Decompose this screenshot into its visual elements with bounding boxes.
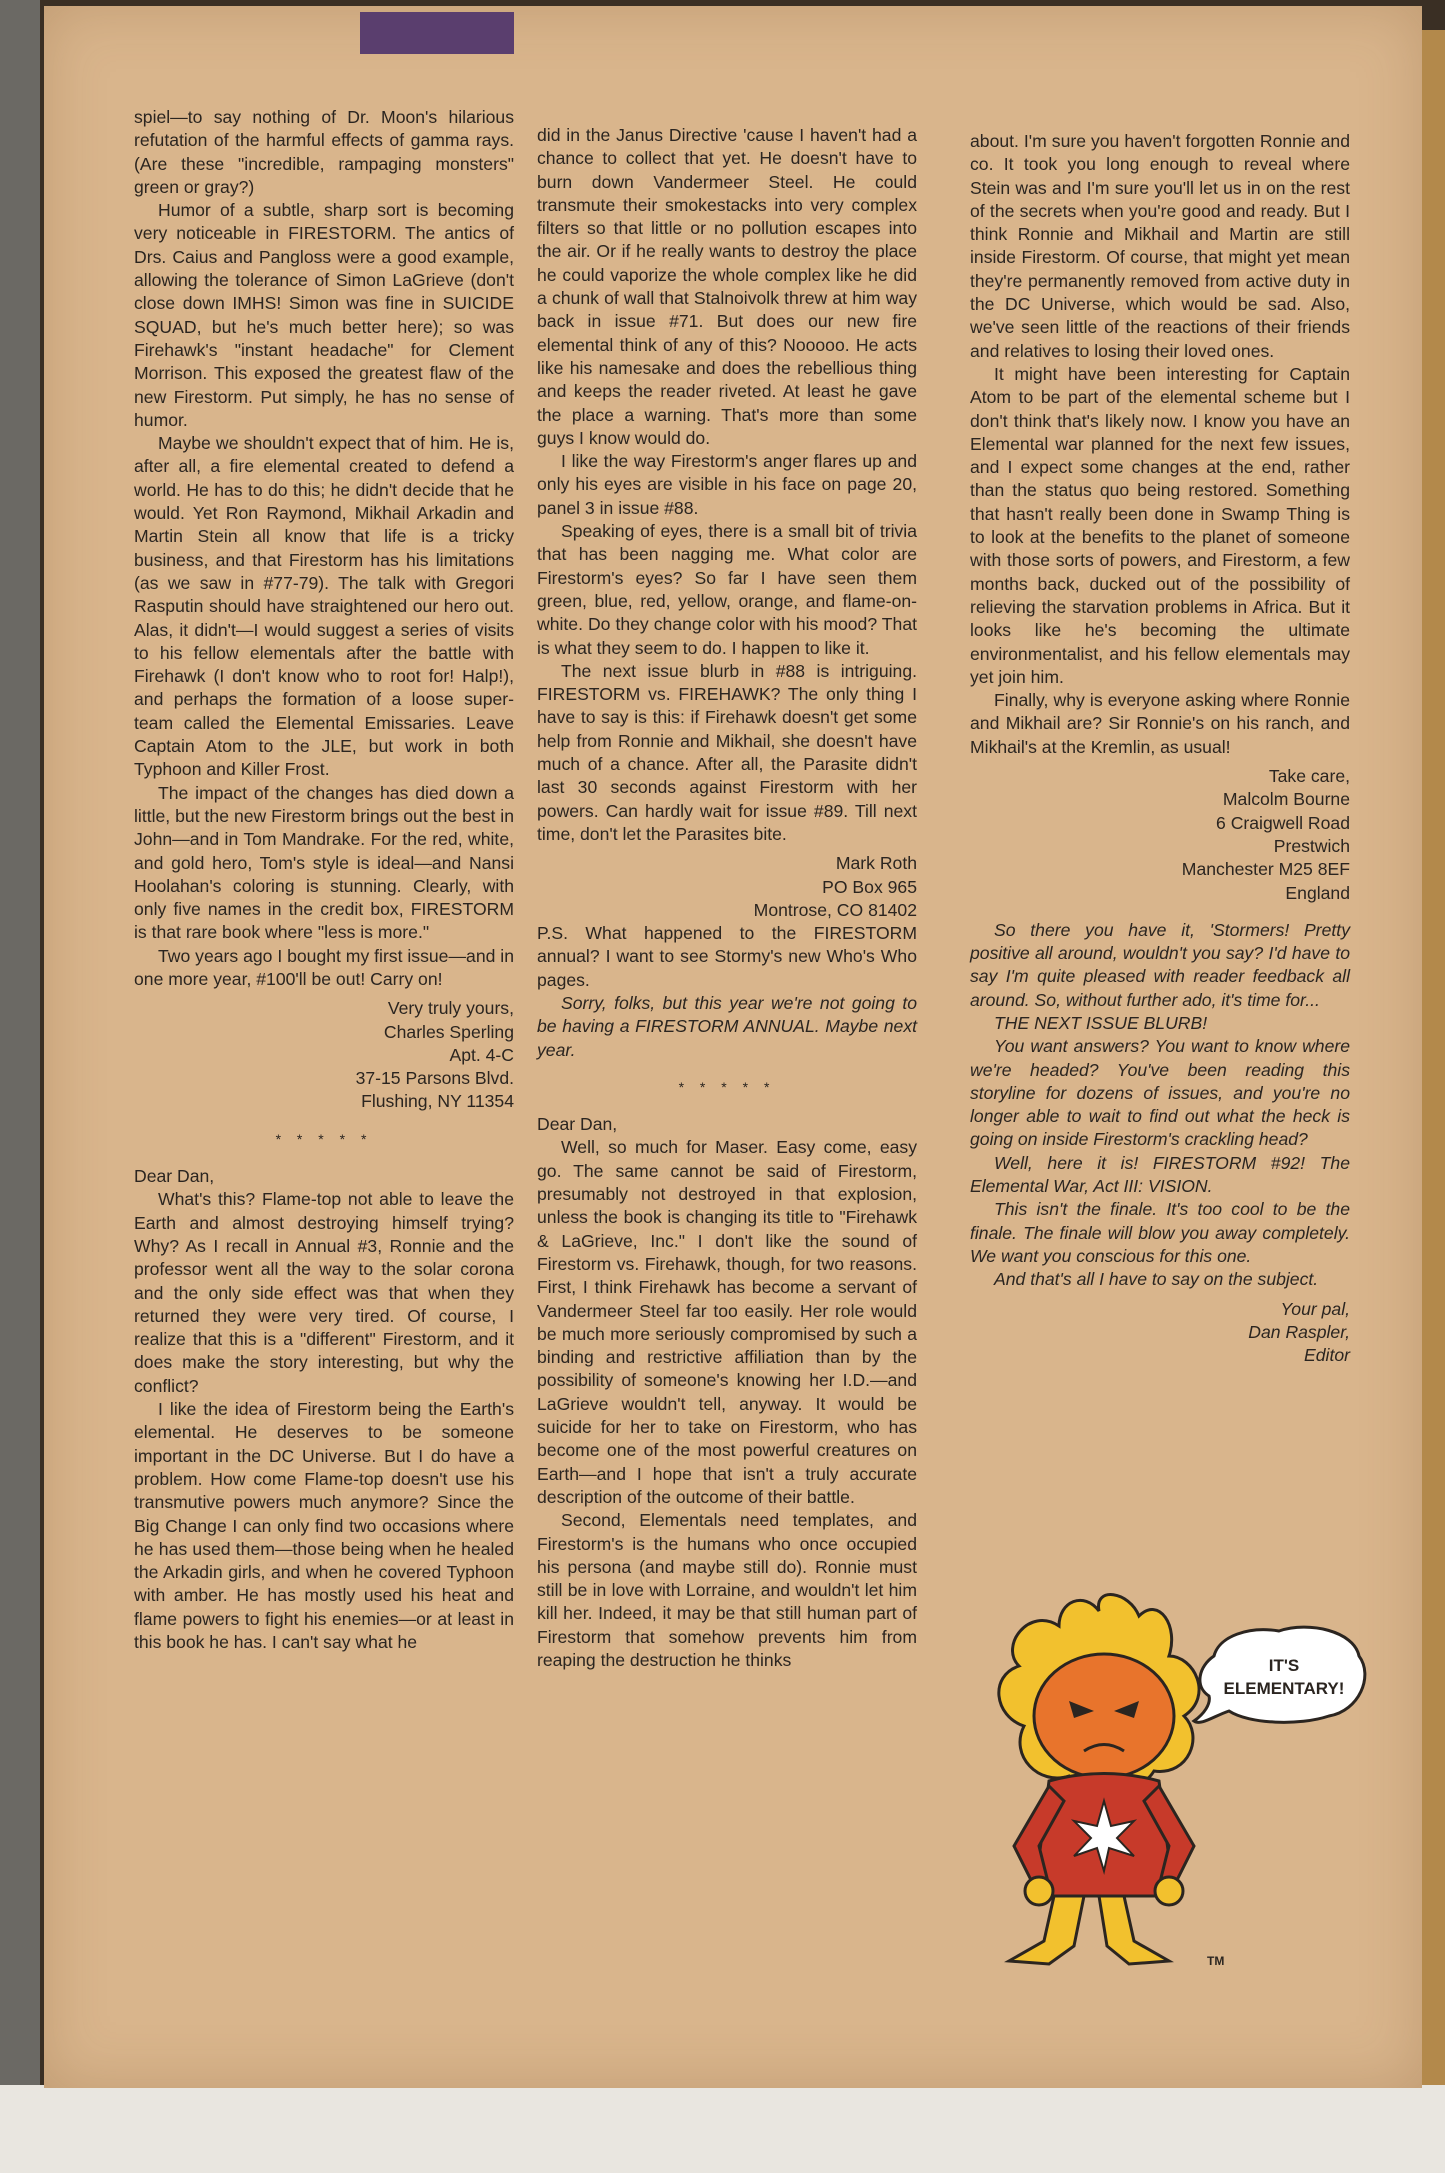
page-tab	[360, 12, 514, 54]
editor-paragraph: Well, here it is! FIRESTORM #92! The Elemental War, Act III: VISION.	[970, 1152, 1350, 1197]
left-glove	[1025, 1877, 1053, 1905]
signoff-line: Take care,	[1268, 766, 1350, 787]
letter-signoff	[134, 997, 514, 1113]
editor-signoff	[970, 1298, 1350, 1368]
backdrop-bottom	[0, 2085, 1445, 2173]
paragraph: Maybe we shouldn't expect that of him. He is, after all, a fire elemental created to defend a world. He has to do this; he didn't decide that he would. Yet Ron Raymond, Mikhail Arkadin and Martin Stein all know that life is a tricky business, and that Firestorm has his limitations (as we saw in #77-79). The talk with Gregori Rasputin should have straightened our hero out. Alas, it didn't—I would suggest a series of visits to his fellow elementals after the battle with Firehawk (I don't know who to root for! Halp!), and perhaps the formation of a loose super-team called the Elemental Emissaries. Leave Captain Atom to the JLE, but work in both Typhoon and Killer Frost.	[134, 433, 514, 780]
column-3	[970, 130, 1350, 1367]
paragraph: I like the idea of Firestorm being the Earth's elemental. He deserves to be someone important in the DC Universe. But I do have a problem. How come Flame-top doesn't use his transmutive powers much anymore? Since the Big Change I can only find two occasions where he has used them—those being when he healed the Arkadin girls, and when he covered Typhoon with amber. He has mostly used his heat and flame powers to fight his enemies—or at least in this book he has. I can't say what he	[134, 1399, 514, 1652]
paragraph: Second, Elementals need templates, and Firestorm's is the humans who once occupied his persona (and maybe still do). Ronnie must still be in love with Lorraine, and wouldn't let him kill her. Indeed, it may be that still human part of Firestorm that somehow prevents him from reaping the destruction he thinks	[537, 1510, 917, 1670]
letter-separator: * * * * *	[275, 1130, 373, 1147]
signoff-line: Flushing, NY 11354	[361, 1091, 514, 1112]
firestorm-mascot-illustration	[989, 1586, 1379, 1986]
signoff-line: Your pal,	[1280, 1298, 1350, 1319]
signoff-line: Mark Roth	[835, 853, 917, 874]
signoff-line: PO Box 965	[822, 876, 917, 897]
right-glove	[1155, 1877, 1183, 1905]
signoff-line: Charles Sperling	[383, 1021, 514, 1042]
backdrop-left	[0, 0, 40, 2173]
paragraph: Well, so much for Maser. Easy come, easy go. The same cannot be said of Firestorm, presumably not destroyed in that explosion, unless the book is changing its title to "Firehawk & LaGrieve, Inc." I don't like the sound of Firestorm vs. Firehawk, though, for two reasons. First, I think Firehawk has become a servant of Vandermeer Steel far too easily. Her role would be much more seriously compromised by such a binding and restrictive affiliation than by the possibility of someone's knowing her I.D.—and LaGrieve wouldn't tell, anyway. It would be suicide for her to take on Firestorm, who has become one of the most powerful creatures on Earth—and I hope that isn't a truly accurate description of the outcome of their battle.	[537, 1137, 917, 1507]
editor-paragraph: You want answers? You want to know where we're headed? You've been reading this storyline for dozens of issues, and you're no longer able to wait to find out what the heck is going on inside Firestorm's crackling head?	[970, 1036, 1350, 1150]
paragraph: about. I'm sure you haven't forgotten Ronnie and co. It took you long enough to reveal where Stein was and I'm sure you'll let us in on the rest of the secrets when you're good and ready. But I think Ronnie and Mikhail and Martin are still inside Firestorm. Of course, that might yet mean they're permanently removed from active duty in the DC Universe, which would be sad. Also, we've seen little of the reactions of their friends and relatives to losing their loved ones.	[970, 131, 1350, 361]
left-leg	[1009, 1896, 1084, 1964]
paragraph: I like the way Firestorm's anger flares up and only his eyes are visible in his face on page 20, panel 3 in issue #88.	[537, 451, 917, 518]
signoff-line: 6 Craigwell Road	[1216, 812, 1350, 833]
signoff-line: Prestwich	[1273, 835, 1350, 856]
speech-text: IT'S	[1268, 1656, 1300, 1675]
signoff-line: Editor	[1304, 1345, 1350, 1366]
letter-separator: * * * * *	[678, 1078, 776, 1095]
trademark: TM	[1207, 1954, 1225, 1968]
editor-paragraph: So there you have it, 'Stormers! Pretty positive all around, wouldn't you say? I'd have to say I'm quite pleased with reader feedback all around. So, without further ado, it's time for...	[970, 919, 1350, 1010]
paragraph: What's this? Flame-top not able to leave the Earth and almost destroying himself trying? Why? As I recall in Annual #3, Ronnie and the professor went all the way to the solar corona and the only side effect was that when they returned they were very tired. Of course, I realize that this is a "different" Firestorm, and it does make the story interesting, but why the conflict?	[134, 1189, 514, 1396]
paragraph: Finally, why is everyone asking where Ronnie and Mikhail are? Sir Ronnie's on his ranch, and Mikhail's at the Kremlin, as usual!	[970, 690, 1350, 757]
salutation: Dear Dan,	[134, 1166, 215, 1187]
letter-signoff	[970, 765, 1350, 905]
signoff-line: Dan Raspler,	[1248, 1321, 1350, 1342]
right-leg	[1099, 1896, 1169, 1964]
editor-reply: Sorry, folks, but this year we're not going to be having a FIRESTORM ANNUAL. Maybe next year.	[537, 992, 917, 1060]
paragraph: did in the Janus Directive 'cause I haven't had a chance to collect that yet. He doesn't have to burn down Vandermeer Steel. He could transmute their smokestacks into very complex filters so that little or no pollution escapes into the air. Or if he really wants to destroy the place he could vaporize the whole complex like he did a chunk of wall that Stalnoivolk threw at him way back in issue #71. But does our new fire elemental think of any of this? Nooooo. He acts like his namesake and does the rebellious thing and keeps the reader riveted. At least he gave the place a warning. That's more than some guys I know would do.	[537, 125, 917, 448]
signoff-line: Montrose, CO 81402	[753, 899, 917, 920]
column-2	[537, 124, 917, 1672]
signoff-line: England	[1285, 882, 1350, 903]
signoff-line: Malcolm Bourne	[1222, 789, 1350, 810]
paragraph: The impact of the changes has died down a little, but the new Firestorm brings out the best in John—and in Tom Mandrake. For the red, white, and gold hero, Tom's style is ideal—and Nansi Hoolahan's coloring is stunning. Clearly, with only five names in the credit box, FIRESTORM is that rare book where "less is more."	[134, 782, 514, 943]
backdrop-right	[1420, 30, 1445, 2090]
signoff-line: 37-15 Parsons Blvd.	[355, 1068, 514, 1089]
salutation: Dear Dan,	[537, 1114, 618, 1135]
paragraph: Speaking of eyes, there is a small bit of trivia that has been nagging me. What color are Firestorm's eyes? So far I have seen them green, blue, red, yellow, orange, and flame-on-white. Do they change color with his mood? That is what they seem to do. I happen to like it.	[537, 521, 917, 658]
column-1	[134, 106, 514, 1654]
editor-paragraph: This isn't the finale. It's too cool to be the finale. The finale will blow you away completely. We want you conscious for this one.	[970, 1199, 1350, 1266]
signoff-line: Manchester M25 8EF	[1181, 859, 1350, 880]
editor-paragraph: THE NEXT ISSUE BLURB!	[994, 1012, 1208, 1033]
face	[1034, 1654, 1174, 1778]
paragraph: It might have been interesting for Captain Atom to be part of the elemental scheme but I don't think that's likely now. I know you have an Elemental war planned for the next few issues, and I expect some changes at the end, rather than the status quo being restored. Something that hasn't really been done in Swamp Thing is to look at the benefits to the planet of someone with those sorts of powers, and Firestorm, a few months back, ducked out of the possibility of relieving the starvation problems in Africa. But it looks like he's becoming the ultimate environmentalist, and his fellow elementals may yet join him.	[970, 363, 1350, 687]
speech-text: ELEMENTARY!	[1223, 1679, 1345, 1698]
letter-signoff	[537, 852, 917, 922]
paragraph: spiel—to say nothing of Dr. Moon's hilarious refutation of the harmful effects of gamma rays. (Are these "incredible, rampaging monsters" green or gray?)	[134, 107, 514, 197]
paragraph: The next issue blurb in #88 is intriguing. FIRESTORM vs. FIREHAWK? The only thing I have to say is this: if Firehawk doesn't get some help from Ronnie and Mikhail, she doesn't have much of a chance. After all, the Parasite didn't last 30 seconds against Firestorm with her powers. Can hardly wait for issue #89. Till next time, don't let the Parasites bite.	[537, 660, 917, 844]
postscript: P.S. What happened to the FIRESTORM annual? I want to see Stormy's new Who's Who pages.	[537, 923, 917, 990]
signoff-line: Apt. 4-C	[449, 1044, 514, 1065]
comic-page	[44, 6, 1422, 2088]
editor-paragraph: And that's all I have to say on the subject.	[994, 1269, 1319, 1290]
paragraph: Humor of a subtle, sharp sort is becoming very noticeable in FIRESTORM. The antics of Drs. Caius and Pangloss were a good example, allowing the tolerance of Simon LaGrieve (don't close down IMHS! Simon was fine in SUICIDE SQUAD, but he's much better here); so was Firehawk's "instant headache" for Clement Morrison. This exposed the greatest flaw of the new Firestorm. Put simply, he has no sense of humor.	[134, 200, 514, 430]
paragraph: Two years ago I bought my first issue—and in one more year, #100'll be out! Carry on!	[134, 945, 514, 989]
signoff-line: Very truly yours,	[387, 998, 514, 1019]
